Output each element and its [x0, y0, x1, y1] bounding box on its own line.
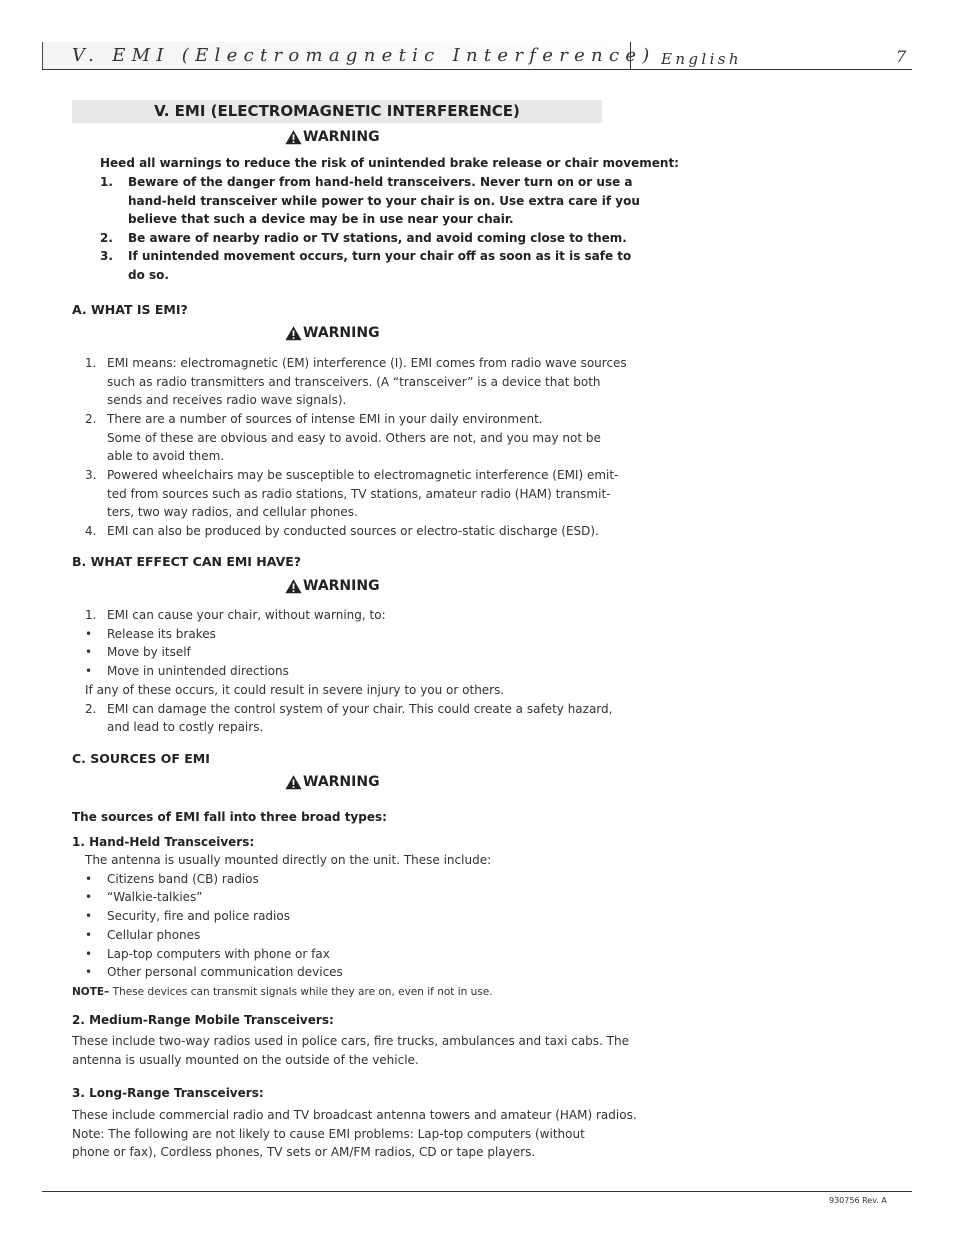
list-item: 2. Be aware of nearby radio or TV stations, and avoid coming close to them. [100, 231, 627, 245]
source-type-heading: 1. Hand-Held Transceivers: [72, 835, 255, 849]
subsection-heading: B. WHAT EFFECT CAN EMI HAVE? [72, 554, 302, 569]
source-type-heading: 2. Medium-Range Mobile Transceivers: [72, 1013, 334, 1027]
list-item: 3. Powered wheelchairs may be susceptible to electromagnetic interference (EMI) emit- ted from sources such as radio stations, TV stations, amateur radio (HAM) transmit- ters, two way radios, and cellular phones. [85, 468, 619, 520]
language-label: English [661, 50, 742, 68]
warning-heading: WARNING [285, 576, 380, 596]
running-title: V. EMI (Electromagnetic Interference) [72, 45, 656, 66]
warning-triangle-icon [285, 129, 302, 145]
subsection-heading: A. WHAT IS EMI? [72, 302, 188, 317]
subsection-heading: C. SOURCES OF EMI [72, 751, 210, 766]
list-item: 1. Beware of the danger from hand-held transceivers. Never turn on or use a hand-held transceiver while power to your chair is on. Use extra care if you believe that such a device may be in use near your chair. [100, 175, 640, 227]
list-item: 1. EMI can cause your chair, without warning, to: • Release its brakes • Move by itself • Move in unintended directions If any of these occurs, it could result in severe injury to you or others. 2. EMI can damage the control system of your chair. This could create a safety hazard, and lead to costly repairs. [85, 608, 613, 735]
warning-intro: Heed all warnings to reduce the risk of unintended brake release or chair movement: [100, 156, 679, 170]
warning-heading: WARNING [285, 127, 380, 147]
footer-rule [42, 1191, 912, 1192]
warning-heading: WARNING [285, 323, 380, 343]
source-type-list: The antenna is usually mounted directly on the unit. These include: • Citizens band (CB) radios • “Walkie-talkies” • Security, fire and police radios • Cellular phones • Lap-top computers with phone or fax • Other personal communication devices [85, 853, 492, 980]
note: NOTE– These devices can transmit signals while they are on, even if not in use. [72, 986, 493, 998]
source-type-heading: 3. Long-Range Transceivers: [72, 1086, 264, 1100]
warning-triangle-icon [285, 578, 302, 594]
list-item: 1. EMI means: electromagnetic (EM) interference (I). EMI comes from radio wave sources such as radio transmitters and transceivers. (A “transceiver” is a device that both sends and receives radio wave signals). [85, 356, 627, 408]
header-rule [42, 69, 912, 70]
warning-triangle-icon [285, 774, 302, 790]
list-item: 3. If unintended movement occurs, turn your chair off as soon as it is safe to do so. [100, 249, 632, 282]
page-number: 7 [896, 47, 907, 66]
list-item: 4. EMI can also be produced by conducted sources or electro-static discharge (ESD). [85, 524, 599, 538]
sources-intro: The sources of EMI fall into three broad types: [72, 810, 387, 824]
source-type-text: These include two-way radios used in police cars, fire trucks, ambulances and taxi cabs. The antenna is usually mounted on the outside of the vehicle. [72, 1034, 629, 1067]
warning-heading: WARNING [285, 772, 380, 792]
source-type-text: These include commercial radio and TV broadcast antenna towers and amateur (HAM) radios. Note: The following are not likely to cause EMI problems: Lap-top computers (without phone or fax), Cordless phones, TV sets or AM/FM radios, CD or tape players. [72, 1108, 637, 1160]
document-code: 930756 Rev. A [829, 1196, 887, 1205]
section-title: V. EMI (ELECTROMAGNETIC INTERFERENCE) [154, 102, 520, 120]
warning-triangle-icon [285, 325, 302, 341]
list-item: 2. There are a number of sources of intense EMI in your daily environment. Some of these are obvious and easy to avoid. Others are not, and you may not be able to avoid them. [85, 412, 601, 464]
header-divider [630, 42, 631, 70]
